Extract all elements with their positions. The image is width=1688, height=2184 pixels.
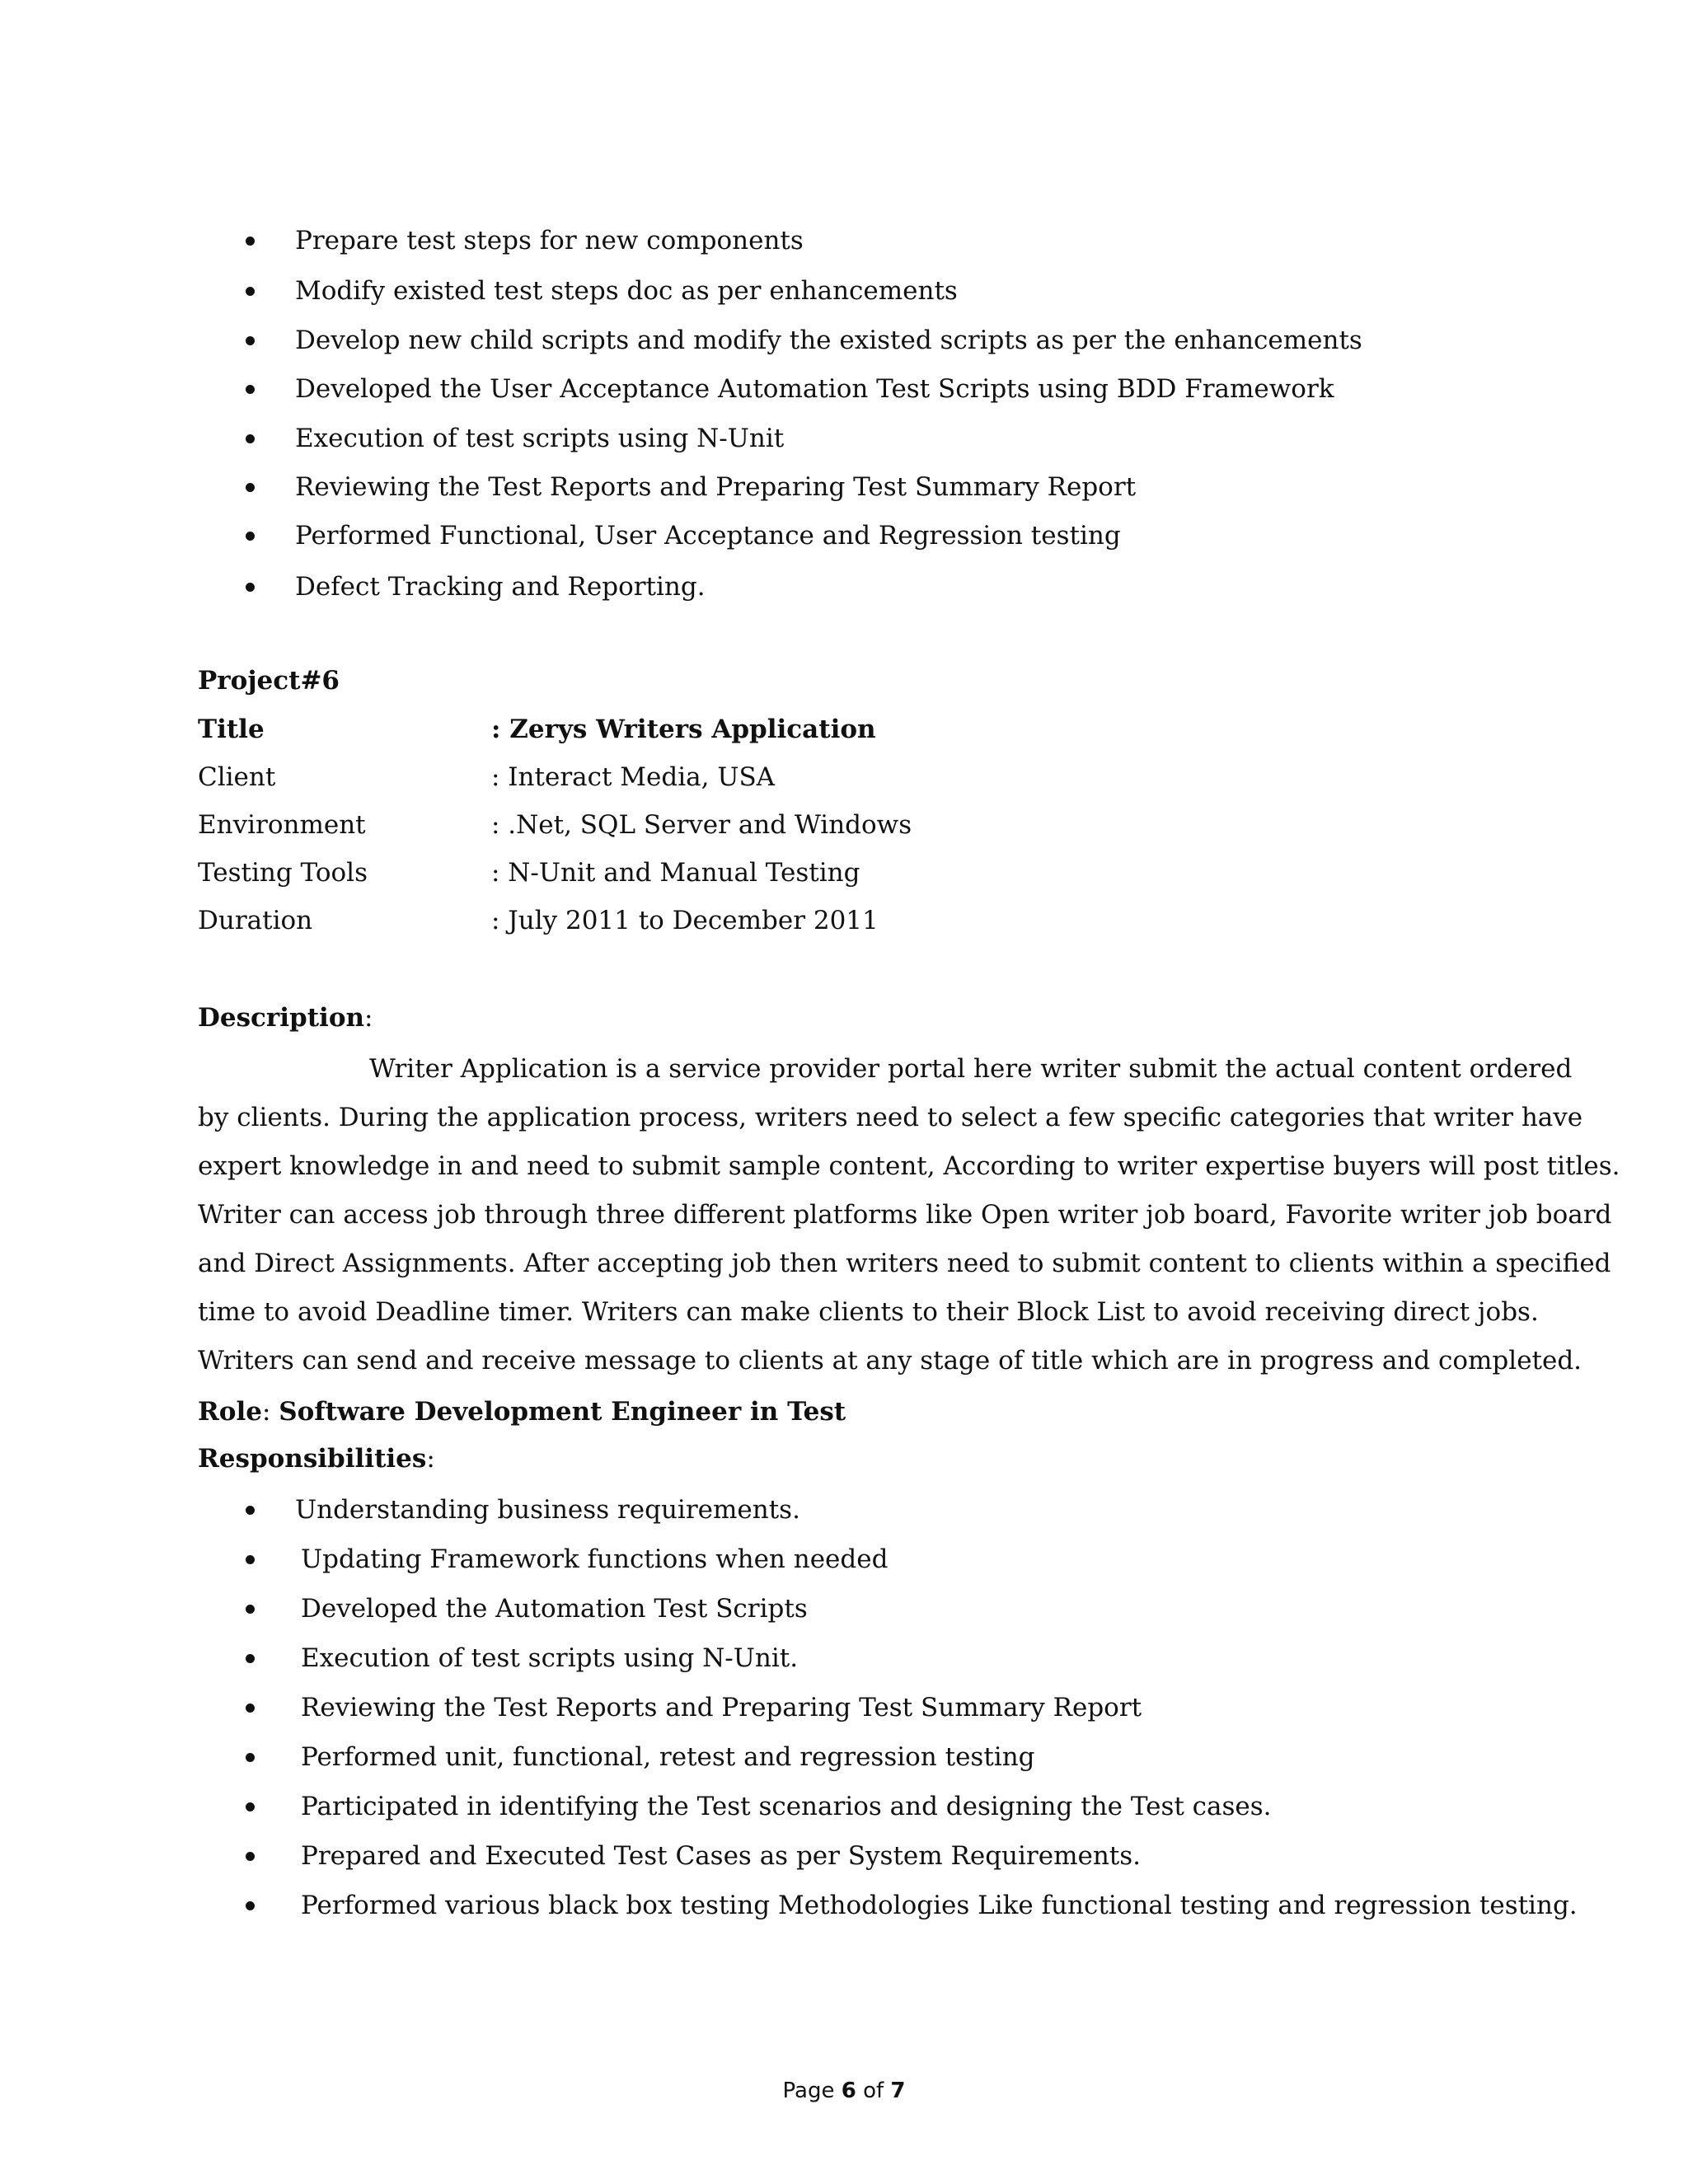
project-heading: Project#6	[198, 666, 340, 696]
list-item: Performed Functional, User Acceptance and Regression testing	[0, 519, 1566, 552]
list-item: Modify existed test steps doc as per enhancements	[0, 274, 1566, 307]
list-item: Developed the User Acceptance Automation Test Scripts using BDD Framework	[0, 373, 1566, 405]
field-label-title: Title	[198, 715, 265, 744]
list-item: Prepare test steps for new components	[0, 224, 1566, 257]
description-paragraph	[198, 1045, 1620, 1385]
field-value-title: : Zerys Writers Application	[491, 715, 876, 744]
bullet-icon	[246, 532, 255, 541]
field-label-client: Client	[198, 762, 276, 792]
list-item: Participated in identifying the Test scenarios and designing the Test cases.	[0, 1790, 1566, 1823]
page-total: 7	[890, 2079, 906, 2103]
bullet-icon	[246, 1605, 255, 1614]
list-item: Understanding business requirements.	[0, 1493, 1566, 1526]
responsibilities-heading	[198, 1442, 435, 1475]
page-middle: of	[856, 2079, 891, 2103]
bullet-icon	[246, 1753, 255, 1762]
description-line: Writers can send and receive message to clients at any stage of title which are in progress and completed.	[198, 1346, 1582, 1376]
bullet-icon	[246, 583, 255, 592]
description-heading	[198, 1001, 373, 1034]
page-number-footer	[0, 2077, 1688, 2105]
description-colon: :	[364, 1003, 373, 1033]
list-item: Performed various black box testing Methodologies Like functional testing and regression testing.	[0, 1889, 1566, 1922]
page-prefix: Page	[782, 2079, 842, 2103]
bullet-icon	[246, 1555, 255, 1564]
description-line: Writer can access job through three different platforms like Open writer job board, Favorite writer job board	[198, 1200, 1612, 1230]
list-item: Performed unit, functional, retest and regression testing	[0, 1741, 1566, 1774]
list-item: Developed the Automation Test Scripts	[0, 1592, 1566, 1625]
bullet-icon	[246, 1852, 255, 1861]
bullet-icon	[246, 1704, 255, 1713]
bullet-icon	[246, 385, 255, 394]
responsibilities-colon: :	[426, 1444, 435, 1474]
bullet-icon	[246, 287, 255, 296]
bullet-icon	[246, 1506, 255, 1515]
bullet-icon	[246, 1654, 255, 1663]
field-label-testing-tools: Testing Tools	[198, 858, 368, 888]
bullet-icon	[246, 1901, 255, 1910]
field-label-duration: Duration	[198, 906, 313, 935]
field-value-client: : Interact Media, USA	[491, 762, 776, 792]
list-item: Reviewing the Test Reports and Preparing Test Summary Report	[0, 471, 1566, 504]
list-item: Defect Tracking and Reporting.	[0, 570, 1566, 603]
role-line	[198, 1395, 846, 1428]
bullet-icon	[246, 434, 255, 443]
field-value-testing-tools: : N-Unit and Manual Testing	[491, 858, 860, 888]
list-item: Updating Framework functions when needed	[0, 1543, 1566, 1576]
description-line: time to avoid Deadline timer. Writers can make clients to their Block List to avoid receiving direct jobs.	[198, 1297, 1539, 1327]
role-label: Role	[198, 1397, 262, 1427]
bullet-icon	[246, 1802, 255, 1811]
bullet-icon	[246, 336, 255, 345]
responsibilities-label: Responsibilities	[198, 1444, 427, 1474]
list-item: Develop new child scripts and modify the existed scripts as per the enhancements	[0, 324, 1566, 357]
field-value-duration: : July 2011 to December 2011	[491, 906, 879, 935]
description-line: and Direct Assignments. After accepting job then writers need to submit content to clients within a specified	[198, 1249, 1611, 1278]
description-label: Description	[198, 1003, 365, 1033]
description-line: expert knowledge in and need to submit sample content, According to writer expertise buyers will post titles.	[198, 1151, 1620, 1181]
field-value-environment: : .Net, SQL Server and Windows	[491, 810, 912, 840]
page-current: 6	[841, 2079, 856, 2103]
bullet-icon	[246, 483, 255, 492]
role-value: Software Development Engineer in Test	[279, 1397, 846, 1427]
list-item: Prepared and Executed Test Cases as per System Requirements.	[0, 1840, 1566, 1872]
list-item: Execution of test scripts using N-Unit	[0, 422, 1566, 455]
list-item: Execution of test scripts using N-Unit.	[0, 1642, 1566, 1675]
role-colon: :	[261, 1397, 279, 1427]
field-label-environment: Environment	[198, 810, 366, 840]
list-item: Reviewing the Test Reports and Preparing Test Summary Report	[0, 1691, 1566, 1724]
description-line: by clients. During the application process, writers need to select a few specific categories that writer have	[198, 1103, 1583, 1132]
bullet-icon	[246, 237, 255, 246]
description-line: Writer Application is a service provider portal here writer submit the actual content ordered	[369, 1054, 1573, 1084]
